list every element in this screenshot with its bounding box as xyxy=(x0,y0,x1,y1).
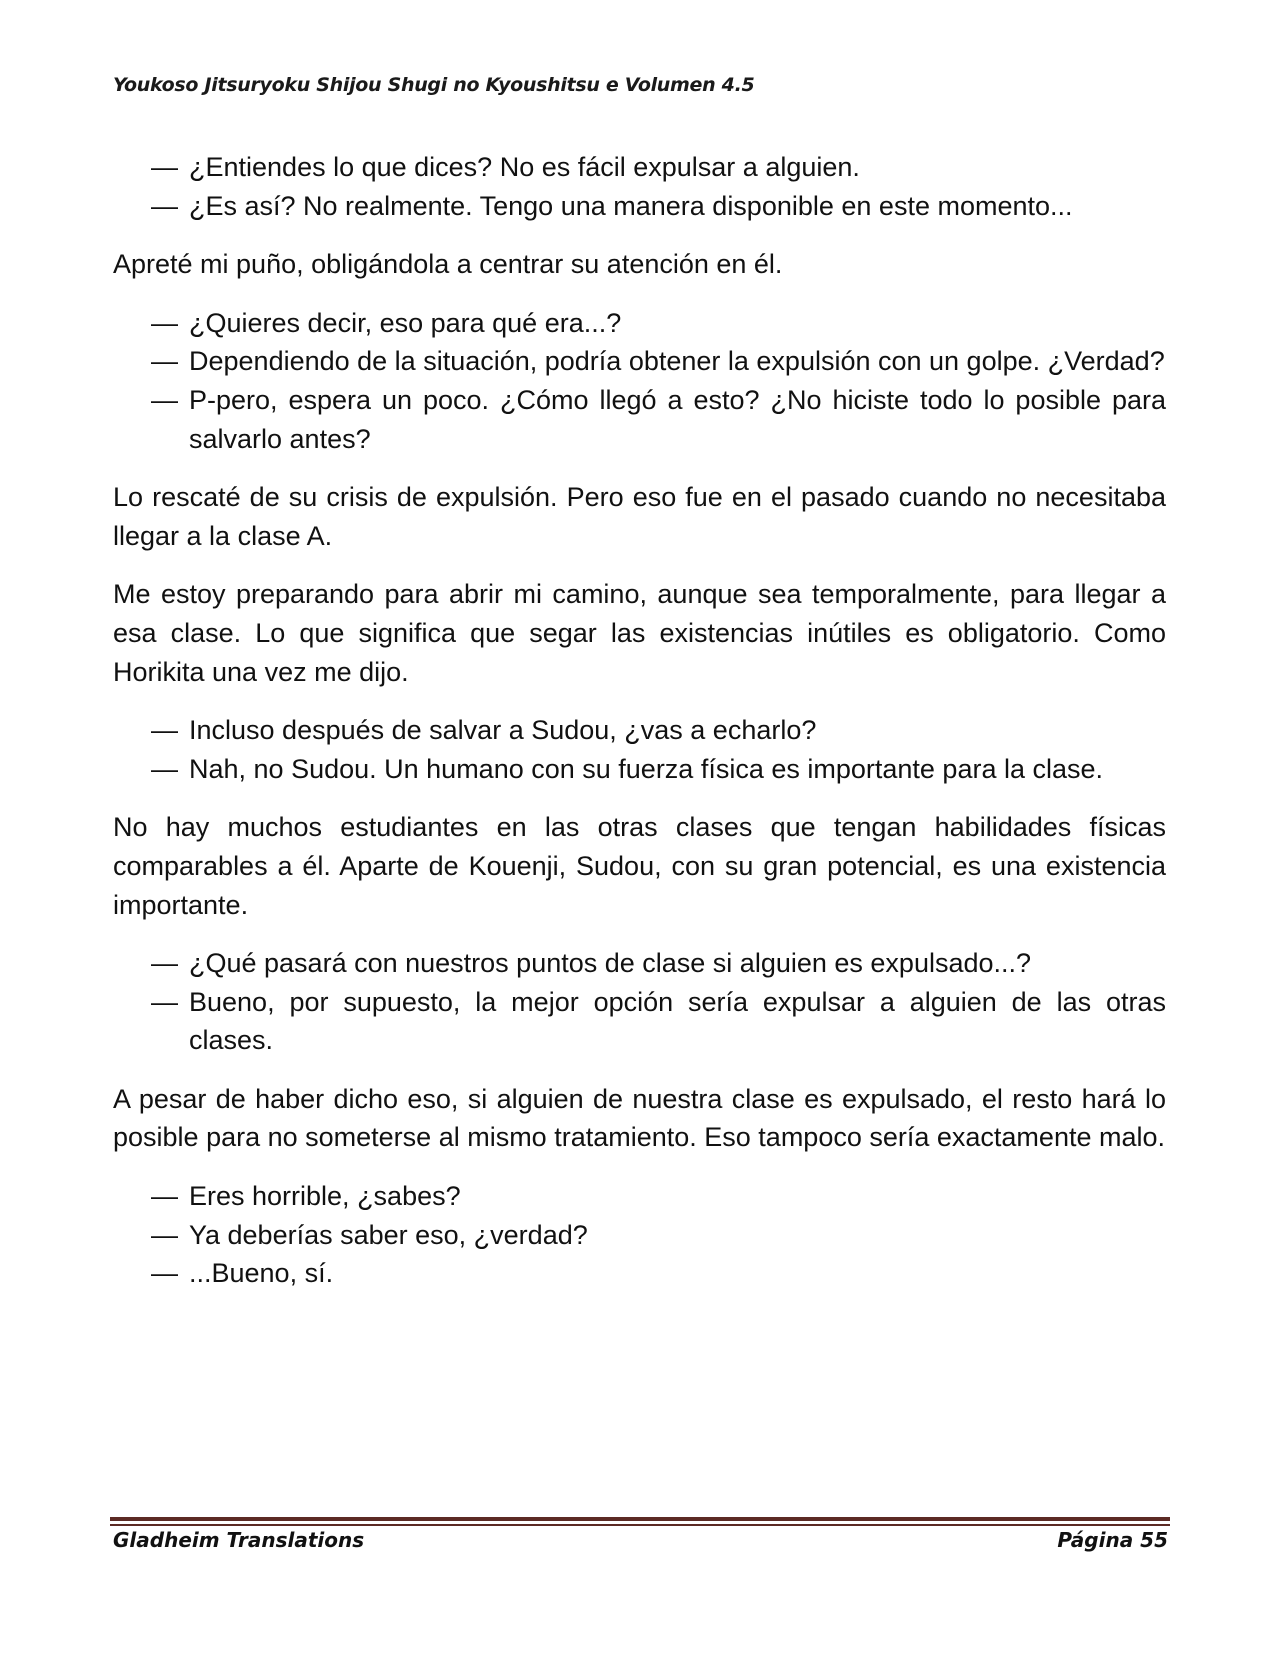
dialogue-text: ¿Entiendes lo que dices? No es fácil expulsar a alguien. xyxy=(189,152,860,182)
paragraph: A pesar de haber dicho eso, si alguien de nuestra clase es expulsado, el resto hará lo posible para no someterse al mismo tratamiento. Eso tampoco sería exactamente malo. xyxy=(113,1083,1166,1153)
dialogue-text: ¿Quieres decir, eso para qué era...? xyxy=(189,307,622,338)
dialogue-line xyxy=(113,983,1166,1060)
dialogue-line xyxy=(113,381,1166,458)
dialogue-text: Bueno, por supuesto, la mejor opción sería expulsar a alguien de las otras clases. xyxy=(189,986,1166,1056)
dialogue-text: Ya deberías saber eso, ¿verdad? xyxy=(189,1219,588,1250)
dialogue-block xyxy=(113,711,1166,788)
footer-credit: Gladheim Translations xyxy=(113,1528,365,1552)
dialogue-text: ¿Es así? No realmente. Tengo una manera disponible en este momento... xyxy=(189,190,1073,221)
footer-rule-thin xyxy=(110,1524,1170,1526)
paragraph: No hay muchos estudiantes en las otras clases que tengan habilidades físicas comparables a él. Aparte de Kouenji, Sudou, con su gran potencial, es una existencia importante. xyxy=(113,812,1166,920)
dialogue-line xyxy=(113,342,1166,381)
dialogue-text: Dependiendo de la situación, podría obtener la expulsión con un golpe. ¿Verdad? xyxy=(189,346,1165,377)
em-dash: — xyxy=(151,1258,178,1289)
dialogue-line xyxy=(113,944,1166,983)
dialogue-line xyxy=(113,187,1166,226)
running-header: Youkoso Jitsuryoku Shijou Shugi no Kyoushitsu e Volumen 4.5 xyxy=(113,74,755,96)
dialogue-text: ¿Qué pasará con nuestros puntos de clase si alguien es expulsado...? xyxy=(189,948,1032,979)
dialogue-text: Eres horrible, ¿sabes? xyxy=(189,1181,461,1212)
dialogue-text: P-pero, espera un poco. ¿Cómo llegó a esto? ¿No hiciste todo lo posible para salvarlo antes? xyxy=(189,384,1166,454)
dialogue-block xyxy=(113,1177,1166,1293)
em-dash: — xyxy=(151,190,178,221)
dialogue-line xyxy=(113,304,1166,343)
footer-rule-thick xyxy=(110,1517,1170,1521)
page-body xyxy=(113,148,1166,1313)
em-dash: — xyxy=(151,307,178,338)
dialogue-block xyxy=(113,304,1166,458)
em-dash: — xyxy=(151,152,178,182)
em-dash: — xyxy=(151,715,178,746)
dialogue-block xyxy=(113,944,1166,1060)
page-number: Página 55 xyxy=(1057,1528,1168,1552)
em-dash: — xyxy=(151,948,178,979)
em-dash: — xyxy=(151,1219,178,1250)
em-dash: — xyxy=(151,753,178,784)
em-dash: — xyxy=(151,986,178,1017)
dialogue-text: ...Bueno, sí. xyxy=(189,1258,334,1289)
dialogue-line xyxy=(113,711,1166,750)
dialogue-line xyxy=(113,1254,1166,1293)
em-dash: — xyxy=(151,1181,178,1212)
dialogue-text: Nah, no Sudou. Un humano con su fuerza física es importante para la clase. xyxy=(189,753,1104,784)
dialogue-line xyxy=(113,148,1166,187)
em-dash: — xyxy=(151,384,178,415)
dialogue-line xyxy=(113,1216,1166,1255)
dialogue-line xyxy=(113,1177,1166,1216)
dialogue-line xyxy=(113,750,1166,789)
em-dash: — xyxy=(151,346,178,377)
dialogue-text: Incluso después de salvar a Sudou, ¿vas a echarlo? xyxy=(189,715,817,746)
paragraph: Me estoy preparando para abrir mi camino, aunque sea temporalmente, para llegar a esa clase. Lo que significa que segar las existencias inútiles es obligatorio. Como Horikita una vez me dijo. xyxy=(113,579,1166,687)
paragraph: Lo rescaté de su crisis de expulsión. Pero eso fue en el pasado cuando no necesitaba llegar a la clase A. xyxy=(113,482,1166,551)
paragraph: Apreté mi puño, obligándola a centrar su atención en él. xyxy=(113,249,783,280)
dialogue-block xyxy=(113,148,1166,225)
